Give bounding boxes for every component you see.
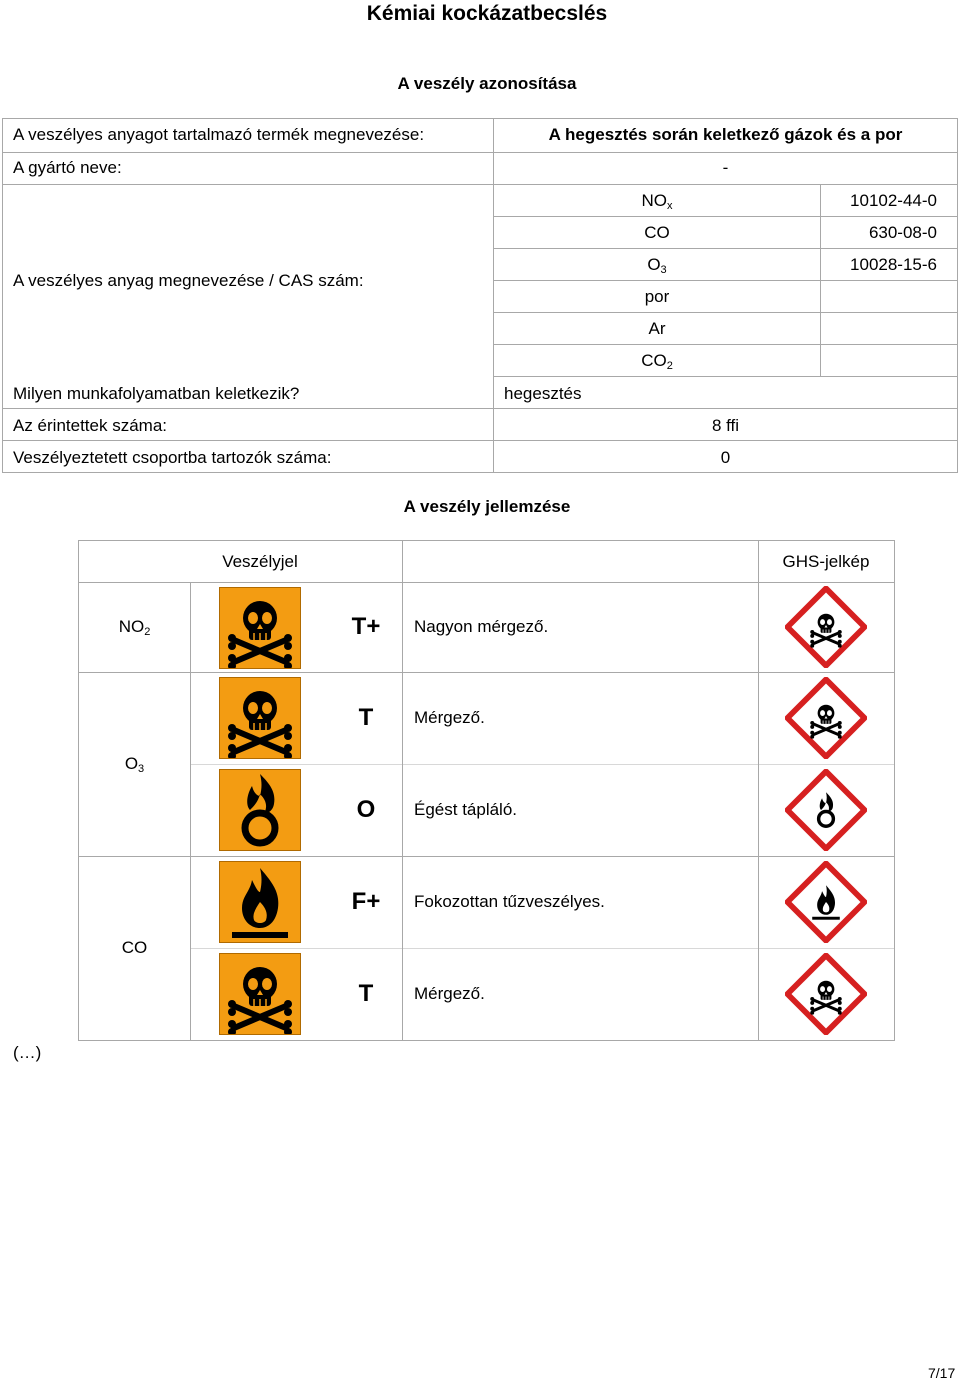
ghs-skull-icon (785, 677, 867, 759)
hazard-description: Mérgező. (414, 984, 485, 1003)
substance-name: $CO_2$ (641, 351, 673, 372)
hazard-description: Mérgező. (414, 708, 485, 727)
hazard-code: O (356, 796, 376, 823)
substance-name: $NO_x$ (641, 191, 673, 212)
flame-over-circle-icon (219, 769, 301, 851)
process-label: Milyen munkafolyamatban keletkezik? (13, 384, 300, 403)
cas-number: 630-08-0 (868, 223, 937, 242)
substance-name: $NO_2$ (118, 617, 151, 638)
substance-name: $O_3$ (124, 754, 145, 775)
hazard-code: T (358, 704, 374, 731)
substance-name: CO (121, 938, 148, 957)
ghs-skull-icon (785, 953, 867, 1035)
hazard-description: Égést tápláló. (414, 800, 518, 819)
substance-name: Ar (648, 319, 666, 338)
hazard-code: T+ (351, 613, 381, 640)
substance-label: A veszélyes anyag megnevezése / CAS szám: (13, 271, 364, 290)
col-header-ghs: GHS-jelkép (782, 552, 870, 571)
group-value: 0 (720, 448, 731, 467)
ghs-skull-icon (785, 586, 867, 668)
section-heading-characterization: A veszély jellemzése (403, 497, 571, 516)
hazard-description: Fokozottan tűzveszélyes. (414, 892, 605, 911)
section-heading-identification: A veszély azonosítása (397, 74, 577, 93)
affected-value: 8 ffi (711, 416, 740, 435)
group-label: Veszélyeztetett csoportba tartozók száma: (13, 448, 332, 467)
col-header-hazard: Veszélyjel (222, 552, 298, 571)
substance-name: por (644, 287, 670, 306)
maker-value: - (722, 158, 729, 177)
skull-icon (219, 953, 301, 1035)
hazard-code: T (358, 980, 374, 1007)
cas-number: 10102-44-0 (850, 191, 937, 210)
ghs-flame-over-circle-icon (785, 769, 867, 851)
hazard-description: Nagyon mérgező. (414, 617, 549, 636)
skull-icon (219, 677, 301, 759)
hazard-code: F+ (351, 888, 381, 915)
substance-name: CO (644, 223, 670, 242)
process-value: hegesztés (504, 384, 582, 403)
cas-number: 10028-15-6 (850, 255, 937, 274)
maker-label: A gyártó neve: (13, 158, 122, 177)
substance-name: $O_3$ (647, 255, 667, 276)
page-title: Kémiai kockázatbecslés (366, 2, 608, 25)
affected-label: Az érintettek száma: (13, 416, 168, 435)
skull-icon (219, 587, 301, 669)
ghs-flame-icon (785, 861, 867, 943)
page-number: 7/17 (928, 1365, 956, 1381)
product-value: A hegesztés során keletkező gázok és a por (548, 125, 903, 144)
ellipsis: (…) (13, 1043, 42, 1062)
product-label: A veszélyes anyagot tartalmazó termék megnevezése: (13, 125, 425, 144)
flame-icon (219, 861, 301, 943)
